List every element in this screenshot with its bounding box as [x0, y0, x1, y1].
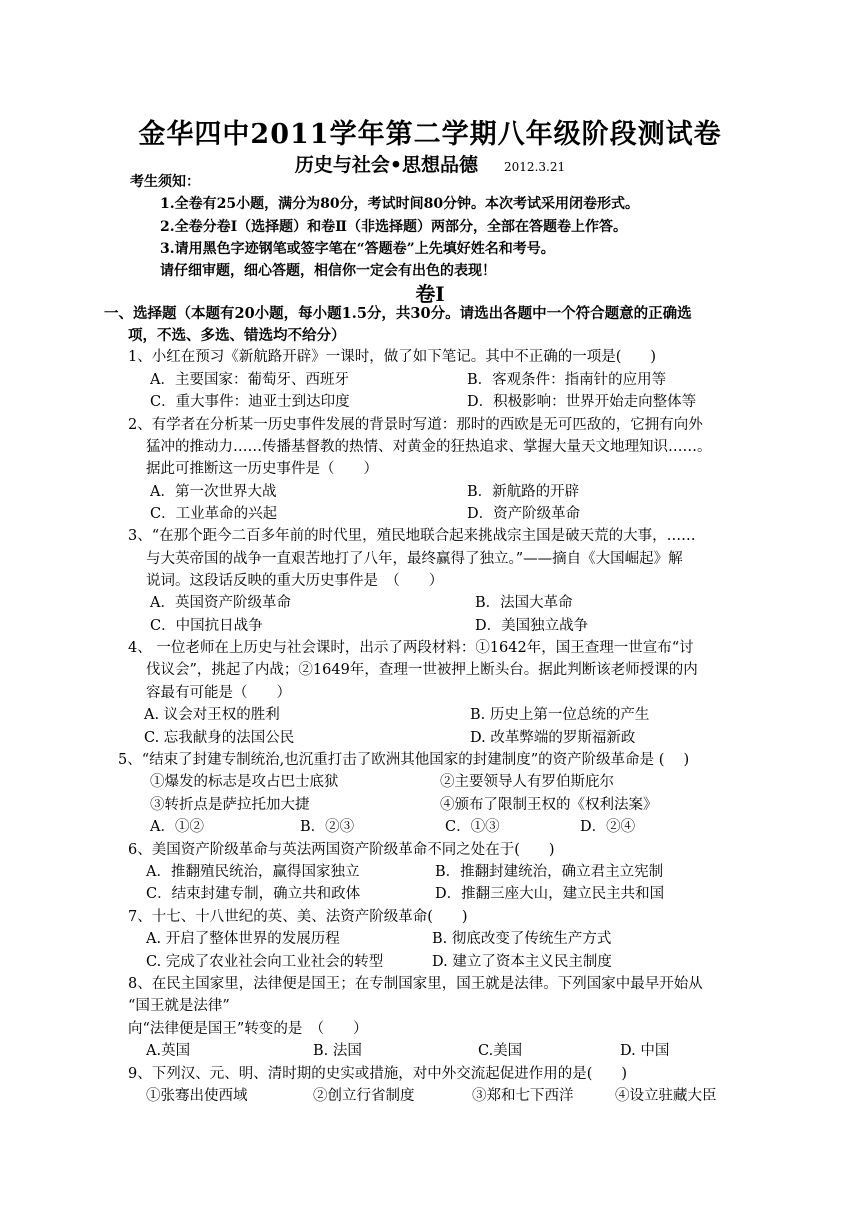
question-2-stem-line-2: 猛冲的推动力……传播基督教的热情、对黄金的狂热追求、掌握大量天文地理知识……。 [146, 439, 712, 455]
question-4-stem-line-2: 伐议会”，挑起了内战；②1649年，查理一世被押上断头台。据此判断该老师授课的内 [146, 662, 698, 678]
question-9-stem: 9、下列汉、元、明、清时期的史实或措施，对中外交流起促进作用的是( ) [128, 1066, 628, 1082]
question-2-stem-line-3: 据此可推断这一历史事件是（ ） [146, 461, 378, 477]
question-8-stem-line-2: “国王就是法律” [128, 998, 230, 1014]
question-5-option-d: D．②④ [580, 819, 636, 835]
question-1-option-a: A．主要国家：葡萄牙、西班牙 [150, 372, 349, 388]
question-1-option-c: C．重大事件：迪亚士到达印度 [150, 394, 350, 410]
question-6-option-c: C．结束封建专制，确立共和政体 [146, 886, 361, 902]
question-3-stem-line-2: 与大英帝国的战争一直艰苦地打了八年，最终赢得了独立。”——摘自《大国崛起》解 [146, 551, 683, 567]
question-4-stem-line-3: 容最有可能是（ ） [146, 685, 291, 701]
question-5-statement-2: ②主要领导人有罗伯斯庇尔 [440, 774, 614, 790]
question-3-stem-line-1: 3、“在那个距今二百多年前的时代里，殖民地联合起来挑战宗主国是破天荒的大事，…… [128, 528, 696, 544]
question-6-option-a: A．推翻殖民统治，赢得国家独立 [146, 864, 360, 880]
question-3-option-a: A．英国资产阶级革命 [150, 595, 291, 611]
question-7-option-b: B. 彻底改变了传统生产方式 [432, 931, 612, 947]
question-6-option-b: B．推翻封建统治，确立君主立宪制 [435, 864, 664, 880]
notice-item-1: 1.全卷有25小题，满分为80分，考试时间80分钟。本次考试采用闭卷形式。 [160, 196, 640, 212]
question-5-statement-3: ③转折点是萨拉托加大捷 [150, 797, 310, 813]
question-7-stem: 7、十七、十八世纪的英、美、法资产阶级革命( ) [128, 909, 468, 925]
question-7-option-c: C. 完成了农业社会向工业社会的转型 [146, 954, 384, 970]
notice-encouragement: 请仔细审题，细心答题，相信你一定会有出色的表现！ [160, 263, 496, 279]
exam-date: 2012.3.21 [504, 160, 566, 174]
question-3-option-b: B．法国大革命 [475, 595, 573, 611]
notice-heading: 考生须知： [130, 174, 200, 190]
question-5-option-b: B．②③ [300, 819, 355, 835]
section-instruction-2: 项，不选、多选、错选均不给分） [128, 327, 346, 344]
section-title: 卷Ⅰ [415, 282, 445, 306]
subtitle-row [0, 150, 860, 177]
question-4-option-b: B. 历史上第一位总统的产生 [470, 707, 650, 723]
question-3-option-d: D．美国独立战争 [475, 618, 589, 634]
exam-subtitle: 历史与社会•思想品德 [294, 154, 479, 176]
section-instruction-1: 一、选择题（本题有20小题，每小题1.5分，共30分。请选出各题中一个符合题意的正确选 [104, 305, 692, 322]
question-5-statement-1: ①爆发的标志是攻占巴士底狱 [150, 774, 339, 790]
question-2-stem-line-1: 2、有学者在分析某一历史事件发展的背景时写道：那时的西欧是无可匹敌的，它拥有向外 [128, 417, 703, 433]
question-4-option-c: C. 忘我献身的法国公民 [144, 730, 295, 746]
question-9-statement-3: ③郑和七下西洋 [472, 1088, 574, 1104]
question-8-option-b: B. 法国 [313, 1043, 362, 1059]
exam-title: 金华四中2011学年第二学期八年级阶段测试卷 [138, 119, 722, 150]
question-8-stem-line-1: 8、在民主国家里，法律便是国王；在专制国家里，国王就是法律。下列国家中最早开始从 [128, 976, 703, 992]
question-9-statement-2: ②创立行省制度 [313, 1088, 415, 1104]
question-9-statement-4: ④设立驻藏大臣 [615, 1088, 717, 1104]
question-8-option-a: A.英国 [146, 1043, 191, 1059]
question-2-option-c: C．工业革命的兴起 [150, 506, 278, 522]
question-3-stem-line-3: 说词。这段话反映的重大历史事件是 （ ） [146, 573, 444, 589]
question-5-stem: 5、“结束了封建专制统治,也沉重打击了欧洲其他国家的封建制度”的资产阶级革命是 ( ) [118, 752, 690, 768]
question-2-option-b: B．新航路的开辟 [467, 484, 580, 500]
question-2-option-a: A．第一次世界大战 [150, 484, 277, 500]
question-8-stem-line-3: 向“法律便是国王”转变的是 （ ） [128, 1021, 368, 1037]
question-4-option-a: A. 议会对王权的胜利 [144, 707, 280, 723]
notice-item-2: 2.全卷分卷Ⅰ（选择题）和卷Ⅱ（非选择题）两部分，全部在答题卷上作答。 [160, 219, 627, 235]
question-2-option-d: D．资产阶级革命 [467, 506, 581, 522]
question-5-statement-4: ④颁布了限制王权的《权利法案》 [440, 797, 658, 813]
question-4-option-d: D. 改革弊端的罗斯福新政 [470, 730, 636, 746]
question-8-option-c: C.美国 [478, 1043, 523, 1059]
question-1-stem: 1、小红在预习《新航路开辟》一课时，做了如下笔记。其中不正确的一项是( ) [128, 349, 657, 365]
question-8-option-d: D. 中国 [620, 1043, 670, 1059]
notice-item-3: 3.请用黑色字迹钢笔或签字笔在“答题卷”上先填好姓名和考号。 [160, 241, 555, 257]
question-4-stem-line-1: 4、 一位老师在上历史与社会课时，出示了两段材料：①1642年，国王查理一世宣布“讨 [128, 640, 694, 656]
question-1-option-d: D．积极影响：世界开始走向整体等 [467, 394, 697, 410]
question-3-option-c: C．中国抗日战争 [150, 618, 263, 634]
question-7-option-d: D. 建立了资本主义民主制度 [432, 954, 612, 970]
question-6-stem: 6、美国资产阶级革命与英法两国资产阶级革命不同之处在于( ) [128, 842, 555, 858]
question-6-option-d: D．推翻三座大山，建立民主共和国 [435, 886, 665, 902]
question-5-option-a: A．①② [150, 819, 204, 835]
question-1-option-b: B．客观条件：指南针的应用等 [467, 372, 667, 388]
question-5-option-c: C．①③ [445, 819, 500, 835]
question-7-option-a: A. 开启了整体世界的发展历程 [146, 931, 340, 947]
question-9-statement-1: ①张骞出使西域 [146, 1088, 248, 1104]
